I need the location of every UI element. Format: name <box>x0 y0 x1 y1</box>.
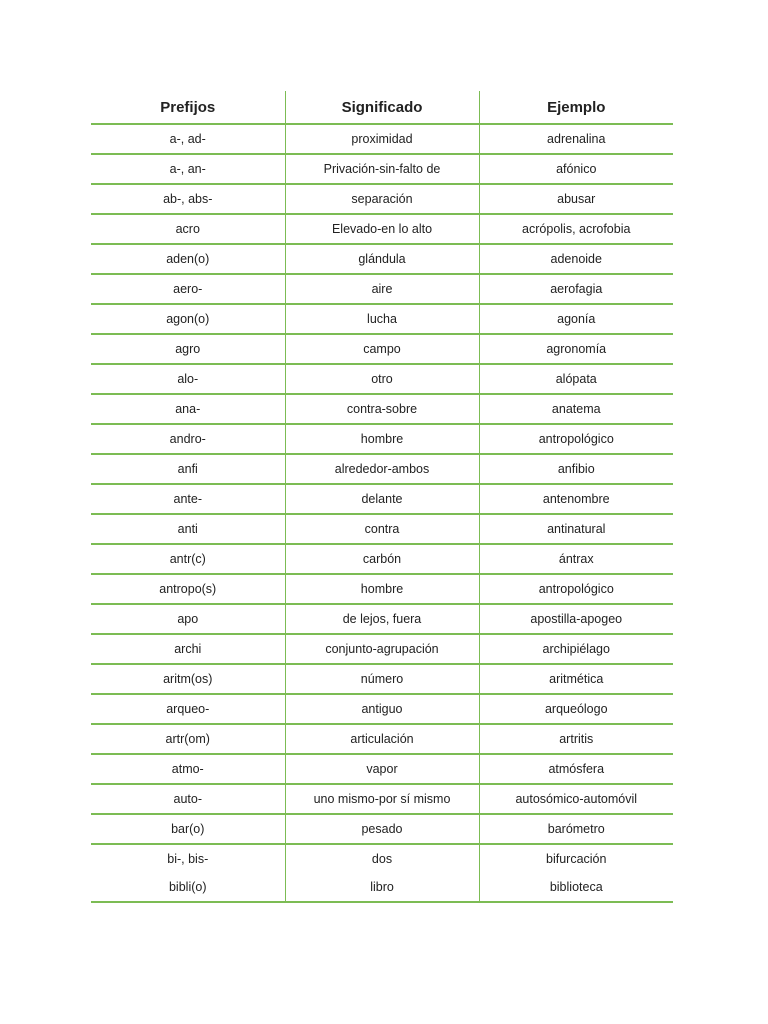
example-cell: adenoide <box>479 244 673 274</box>
example-cell: agonía <box>479 304 673 334</box>
table-row <box>91 484 673 514</box>
table-row <box>91 514 673 544</box>
prefix-cell: bibli(o) <box>91 873 285 902</box>
table-row <box>91 634 673 664</box>
prefix-cell: aden(o) <box>91 244 285 274</box>
table-row <box>91 694 673 724</box>
meaning-cell: hombre <box>285 424 479 454</box>
table-row <box>91 724 673 754</box>
example-cell: abusar <box>479 184 673 214</box>
example-cell: autosómico-automóvil <box>479 784 673 814</box>
header-prefijos: Prefijos <box>91 91 285 124</box>
table-row <box>91 844 673 873</box>
meaning-cell: campo <box>285 334 479 364</box>
table-row <box>91 454 673 484</box>
meaning-cell: separación <box>285 184 479 214</box>
meaning-cell: lucha <box>285 304 479 334</box>
meaning-cell: glándula <box>285 244 479 274</box>
table-row <box>91 814 673 844</box>
prefix-cell: ab-, abs- <box>91 184 285 214</box>
table-row <box>91 154 673 184</box>
table-row <box>91 334 673 364</box>
table-row <box>91 124 673 154</box>
meaning-cell: proximidad <box>285 124 479 154</box>
example-cell: apostilla-apogeo <box>479 604 673 634</box>
example-cell: acrópolis, acrofobia <box>479 214 673 244</box>
example-cell: biblioteca <box>479 873 673 902</box>
meaning-cell: alrededor-ambos <box>285 454 479 484</box>
example-cell: antropológico <box>479 574 673 604</box>
prefix-cell: antropo(s) <box>91 574 285 604</box>
meaning-cell: hombre <box>285 574 479 604</box>
table-row <box>91 784 673 814</box>
meaning-cell: delante <box>285 484 479 514</box>
prefix-cell: artr(om) <box>91 724 285 754</box>
table-row <box>91 873 673 902</box>
meaning-cell: antiguo <box>285 694 479 724</box>
meaning-cell: carbón <box>285 544 479 574</box>
meaning-cell: contra <box>285 514 479 544</box>
example-cell: atmósfera <box>479 754 673 784</box>
table-row <box>91 244 673 274</box>
prefix-cell: andro- <box>91 424 285 454</box>
meaning-cell: contra-sobre <box>285 394 479 424</box>
table-row <box>91 214 673 244</box>
table-row <box>91 754 673 784</box>
meaning-cell: vapor <box>285 754 479 784</box>
example-cell: bifurcación <box>479 844 673 873</box>
prefix-cell: aritm(os) <box>91 664 285 694</box>
example-cell: anfibio <box>479 454 673 484</box>
prefix-cell: antr(c) <box>91 544 285 574</box>
meaning-cell: Privación-sin-falto de <box>285 154 479 184</box>
prefix-cell: anti <box>91 514 285 544</box>
table-row <box>91 274 673 304</box>
example-cell: anatema <box>479 394 673 424</box>
example-cell: artritis <box>479 724 673 754</box>
prefix-cell: alo- <box>91 364 285 394</box>
meaning-cell: pesado <box>285 814 479 844</box>
meaning-cell: libro <box>285 873 479 902</box>
header-significado: Significado <box>285 91 479 124</box>
example-cell: ántrax <box>479 544 673 574</box>
example-cell: barómetro <box>479 814 673 844</box>
example-cell: antenombre <box>479 484 673 514</box>
table-row <box>91 574 673 604</box>
meaning-cell: otro <box>285 364 479 394</box>
prefix-cell: ana- <box>91 394 285 424</box>
example-cell: adrenalina <box>479 124 673 154</box>
prefix-cell: acro <box>91 214 285 244</box>
table-row <box>91 304 673 334</box>
prefix-cell: aero- <box>91 274 285 304</box>
example-cell: arqueólogo <box>479 694 673 724</box>
header-ejemplo: Ejemplo <box>479 91 673 124</box>
prefix-table-container <box>91 91 673 903</box>
example-cell: afónico <box>479 154 673 184</box>
table-row <box>91 184 673 214</box>
table-row <box>91 604 673 634</box>
header-row <box>91 91 673 124</box>
example-cell: alópata <box>479 364 673 394</box>
prefix-cell: a-, an- <box>91 154 285 184</box>
meaning-cell: dos <box>285 844 479 873</box>
table-row <box>91 394 673 424</box>
prefix-cell: arqueo- <box>91 694 285 724</box>
meaning-cell: aire <box>285 274 479 304</box>
meaning-cell: número <box>285 664 479 694</box>
example-cell: antropológico <box>479 424 673 454</box>
prefix-cell: bar(o) <box>91 814 285 844</box>
example-cell: agronomía <box>479 334 673 364</box>
meaning-cell: Elevado-en lo alto <box>285 214 479 244</box>
table-row <box>91 664 673 694</box>
prefix-cell: a-, ad- <box>91 124 285 154</box>
prefix-cell: archi <box>91 634 285 664</box>
example-cell: antinatural <box>479 514 673 544</box>
prefix-table <box>91 91 673 903</box>
meaning-cell: de lejos, fuera <box>285 604 479 634</box>
table-row <box>91 544 673 574</box>
table-row <box>91 424 673 454</box>
meaning-cell: articulación <box>285 724 479 754</box>
meaning-cell: uno mismo-por sí mismo <box>285 784 479 814</box>
prefix-cell: apo <box>91 604 285 634</box>
prefix-cell: agro <box>91 334 285 364</box>
prefix-cell: bi-, bis- <box>167 852 209 866</box>
example-cell: aerofagia <box>479 274 673 304</box>
table-body <box>91 124 673 902</box>
prefix-cell: anfi <box>91 454 285 484</box>
prefix-cell: agon(o) <box>91 304 285 334</box>
table-row <box>91 364 673 394</box>
example-cell: aritmética <box>479 664 673 694</box>
prefix-cell: auto- <box>91 784 285 814</box>
example-cell: archipiélago <box>479 634 673 664</box>
prefix-cell: ante- <box>91 484 285 514</box>
meaning-cell: conjunto-agrupación <box>285 634 479 664</box>
prefix-cell: atmo- <box>91 754 285 784</box>
